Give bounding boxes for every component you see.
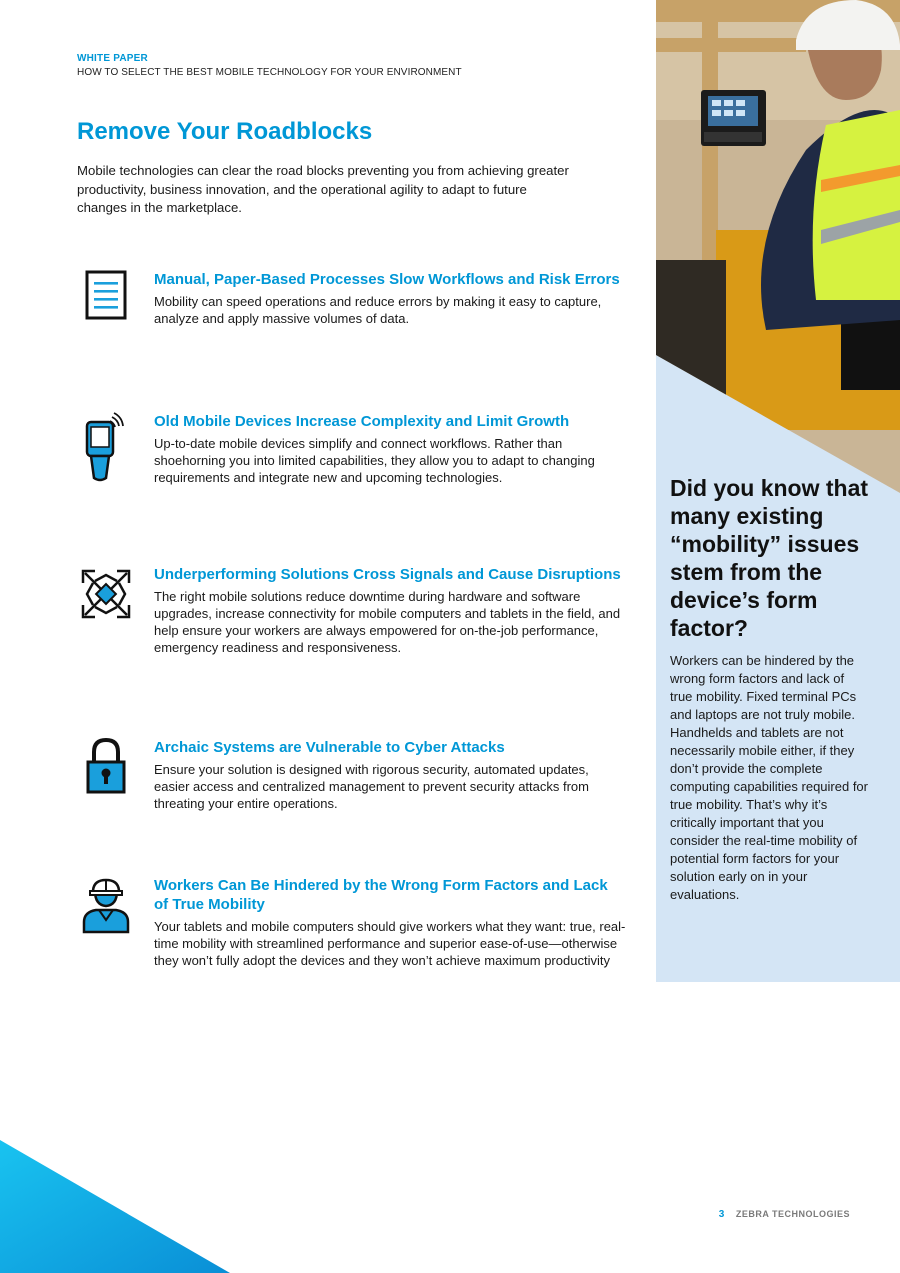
decorative-corner-triangle bbox=[0, 1140, 230, 1273]
item-text: Your tablets and mobile computers should give workers what they want: true, real-time mobility with streamlined performance and superior ease-of-use—otherwise they won’t fully adopt the devices and they won’t achieve maximum productivity bbox=[154, 919, 626, 968]
document-subtitle: HOW TO SELECT THE BEST MOBILE TECHNOLOGY FOR YOUR ENVIRONMENT bbox=[77, 67, 462, 78]
item-text: The right mobile solutions reduce downtime during hardware and software upgrades, increase connectivity for mobile computers and tablets in the field, and help ensure your workers are always empowered for on-the-job performance, emergency readiness and responsiveness. bbox=[154, 589, 621, 655]
worker-icon bbox=[77, 876, 135, 934]
padlock-icon bbox=[77, 738, 135, 796]
intro-paragraph: Mobile technologies can clear the road blocks preventing you from achieving greater productivity, business innovation, and the operational agility to adapt to future changes in the marketplace. bbox=[77, 163, 569, 215]
page-number: 3 bbox=[718, 1209, 725, 1220]
item-title: Underperforming Solutions Cross Signals and Cause Disruptions bbox=[154, 566, 621, 583]
item-text: Up-to-date mobile devices simplify and connect workflows. Rather than shoehorning you into limited capabilities, they allow you to adapt to changing requirements and integrate new and upcoming technologies. bbox=[154, 436, 595, 485]
item-title: Archaic Systems are Vulnerable to Cyber Attacks bbox=[154, 739, 505, 756]
document-type-label: WHITE PAPER bbox=[77, 53, 148, 64]
sidebar-heading: Did you know that many existing “mobility” issues stem from the device’s form factor? bbox=[670, 475, 869, 641]
document-header bbox=[77, 53, 462, 78]
item-title: Workers Can Be Hindered by the Wrong Form Factors and Lack of True Mobility bbox=[154, 877, 608, 913]
mobile-scanner-icon bbox=[77, 412, 135, 470]
forklift-worker-photo bbox=[656, 0, 900, 500]
item-text: Mobility can speed operations and reduce errors by making it easy to capture, analyze and apply massive volumes of data. bbox=[154, 294, 602, 326]
brand-name: ZEBRA TECHNOLOGIES bbox=[735, 1209, 850, 1219]
page-title: Remove Your Roadblocks bbox=[77, 118, 373, 145]
item-text: Ensure your solution is designed with rigorous security, automated updates, easier access and centralized management to prevent security attacks from threating your entire operations. bbox=[154, 762, 589, 811]
sidebar-body: Workers can be hindered by the wrong form factors and lack of true mobility. Fixed terminal PCs and laptops are not truly mobile. Handhelds and tablets are not necessarily mobile either, if they don’t provide the complete computing capabilities required for true mobility. That’s why it’s critically important that you consider the real-time mobility of potential form factors for your solution early on in your evaluations. bbox=[670, 653, 868, 902]
page-footer bbox=[719, 1209, 850, 1220]
sidebar-callout bbox=[670, 474, 870, 904]
item-title: Manual, Paper-Based Processes Slow Workflows and Risk Errors bbox=[154, 271, 620, 288]
document-icon bbox=[77, 270, 135, 328]
disruption-arrows-icon bbox=[77, 565, 135, 623]
item-title: Old Mobile Devices Increase Complexity and Limit Growth bbox=[154, 413, 570, 430]
